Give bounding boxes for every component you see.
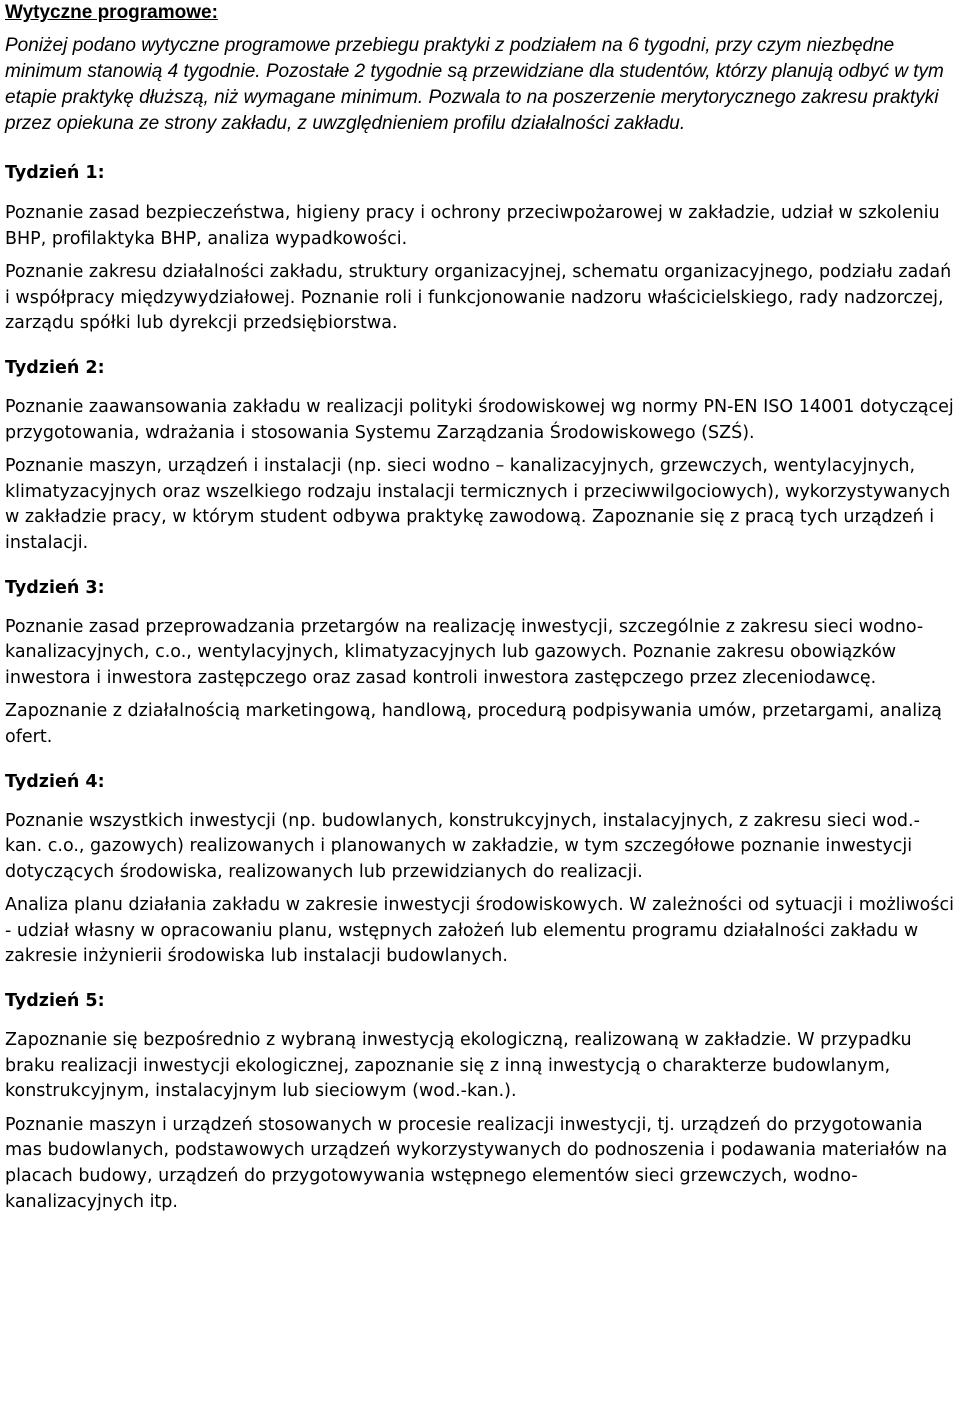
week-1-heading: Tydzień 1: [5,163,105,183]
week-1-paragraph-1: Poznanie zasad bezpieczeństwa, higieny pracy i ochrony przeciwpożarowej w zakładzie, udział w szkoleniu BHP, profilaktyka BHP, analiza wypadkowości. [5,203,940,249]
intro-paragraph: Poniżej podano wytyczne programowe przebiegu praktyki z podziałem na 6 tygodni, przy czym niezbędne minimum stanowią 4 tygodnie. Pozostałe 2 tygodnie są przewidziane dla studentów, którzy planują odbyć w tym etapie praktykę dłuższą, niż wymagane minimum. Pozwala to na poszerzenie merytorycznego zakresu praktyki przez opiekuna ze strony zakładu, z uwzględnieniem profilu działalności zakładu. [5,35,944,134]
week-4-paragraph-1: Poznanie wszystkich inwestycji (np. budowlanych, konstrukcyjnych, instalacyjnych, z zakresu sieci wod.-kan. c.o., gazowych) realizowanych i planowanych w zakładzie, w tym szczegółowe poznanie inwestycji dotyczących środowiska, realizowanych lub przewidzianych do realizacji. [5,810,920,882]
week-2-paragraph-1 [5,395,955,446]
week-3-paragraph-1: Poznanie zasad przeprowadzania przetargów na realizację inwestycji, szczególnie z zakresu sieci wodno-kanalizacyjnych, c.o., wentylacyjnych, klimatyzacyjnych lub gazowych. Poznanie zakresu obowiązków inwestora i inwestora zastępczego oraz zasad kontroli inwestora zastępczego przez zleceniodawcę. [5,616,924,688]
week-2-heading: Tydzień 2: [5,357,105,378]
week-5-paragraph-1: Zapoznanie się bezpośrednio z wybraną inwestycją ekologiczną, realizowaną w zakładzie. W przypadku braku realizacji inwestycji ekologicznej, zapoznanie się z inną inwestycją o charakterze budowlanym, konstrukcyjnym, instalacyjnym lub sieciowym (wod.-kan.). [5,1030,912,1102]
document-page [5,0,955,1215]
week-3-heading: Tydzień 3: [5,577,105,598]
week-3-paragraph-2: Zapoznanie z działalnością marketingową, handlową, procedurą podpisywania umów, przetargami, analizą ofert. [5,701,942,747]
week-2-paragraph-2: Poznanie maszyn, urządzeń i instalacji (np. sieci wodno – kanalizacyjnych, grzewczych, wentylacyjnych, klimatyzacyjnych oraz wszelkiego rodzaju instalacji termicznych i przeciwwilgociowych), wykorzystywanych w zakładzie pracy, w którym student odbywa praktykę zawodową. Zapoznanie się z pracą tych urządzeń i instalacji. [5,456,951,553]
week-4-paragraph-2: Analiza planu działania zakładu w zakresie inwestycji środowiskowych. W zależności od sytuacji i możliwości - udział własny w opracowaniu planu, wstępnych założeń lub elementu programu działalności zakładu w zakresie inżynierii środowiska lub instalacji budowlanych. [5,895,954,967]
document-title: Wytyczne programowe: [5,2,218,23]
week-1-paragraph-2: Poznanie zakresu działalności zakładu, struktury organizacyjnej, schematu organizacyjnego, podziału zadań i współpracy międzywydziałowej. Poznanie roli i funkcjonowanie nadzoru właścicielskiego, rady nadzorczej, zarządu spółki lub dyrekcji przedsiębiorstwa. [5,262,952,334]
week-4-heading: Tydzień 4: [5,771,105,792]
week-5-heading: Tydzień 5: [5,991,105,1012]
week-5-paragraph-2: Poznanie maszyn i urządzeń stosowanych w procesie realizacji inwestycji, tj. urządzeń do przygotowania mas budowlanych, podstawowych urządzeń wykorzystywanych do podnoszenia i podawania materiałów na placach budowy, urządzeń do przygotowywania wstępnego elementów sieci grzewczych, wodno-kanalizacyjnych itp. [5,1114,948,1212]
week-2-paragraph-1-text: Poznanie zaawansowania zakładu w realizacji polityki środowiskowej wg normy PN-EN ISO 14001 dotyczącej przygotowania, wdrażania i stosowania Systemu Zarządzania Środowiskowego (SZŚ). [5,396,954,443]
